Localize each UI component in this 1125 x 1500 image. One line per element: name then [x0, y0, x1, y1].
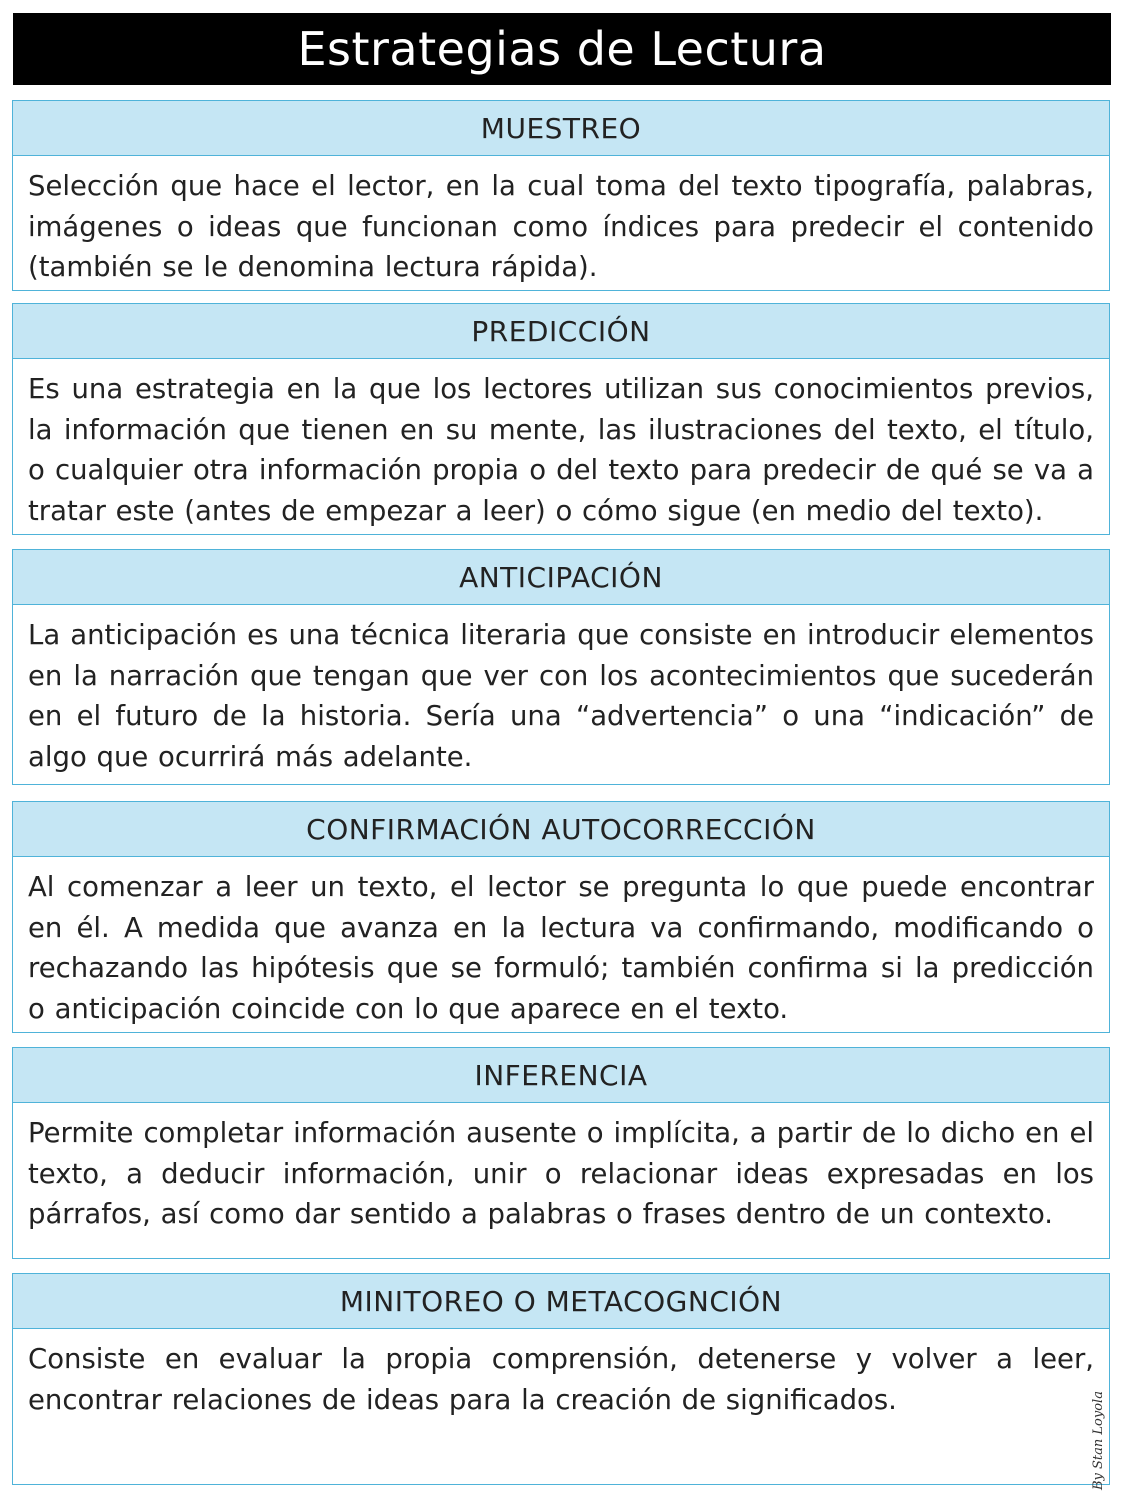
- section-anticipacion: [12, 549, 1110, 785]
- page-title: Estrategias de Lectura: [297, 22, 827, 76]
- section-body: Selección que hace el lector, en la cual toma del texto tipografía, palabras, imágenes o ideas que funcionan como índices para predecir el contenido (también se le denomina lectura rápida).: [28, 170, 1094, 283]
- section-prediccion: [12, 303, 1110, 535]
- section-confirmacion-autocorreccion: [12, 801, 1110, 1033]
- section-body: Permite completar información ausente o implícita, a partir de lo dicho en el texto, a deducir información, unir o relacionar ideas expresadas en los párrafos, así como dar sentido a palabras o frases dentro de un contexto.: [28, 1117, 1094, 1230]
- section-muestreo: [12, 100, 1110, 291]
- author-signature: By Stan Loyola: [1091, 1391, 1106, 1490]
- section-heading: MINITOREO O METACOGNCIÓN: [13, 1274, 1109, 1329]
- section-heading: PREDICCIÓN: [13, 304, 1109, 359]
- section-minitoreo-metacognicion: [12, 1273, 1110, 1485]
- section-heading: MUESTREO: [13, 101, 1109, 156]
- title-bar: [13, 13, 1111, 85]
- section-heading: INFERENCIA: [13, 1048, 1109, 1103]
- section-body: Consiste en evaluar la propia comprensión, detenerse y volver a leer, encontrar relaciones de ideas para la creación de significados.: [28, 1343, 1094, 1416]
- section-body: La anticipación es una técnica literaria que consiste en introducir elementos en la narración que tengan que ver con los acontecimientos que sucederán en el futuro de la historia. Sería una “advertencia” o una “indicación” de algo que ocurrirá más adelante.: [28, 619, 1094, 773]
- section-body: Es una estrategia en la que los lectores utilizan sus conocimientos previos, la información que tienen en su mente, las ilustraciones del texto, el título, o cualquier otra información propia o del texto para predecir de qué se va a tratar este (antes de empezar a leer) o cómo sigue (en medio del texto).: [28, 373, 1094, 527]
- section-heading: CONFIRMACIÓN AUTOCORRECCIÓN: [13, 802, 1109, 857]
- section-body: Al comenzar a leer un texto, el lector se pregunta lo que puede encontrar en él. A medida que avanza en la lectura va confirmando, modificando o rechazando las hipótesis que se formuló; también confirma si la predicción o anticipación coincide con lo que aparece en el texto.: [28, 871, 1094, 1025]
- section-heading: ANTICIPACIÓN: [13, 550, 1109, 605]
- section-inferencia: [12, 1047, 1110, 1259]
